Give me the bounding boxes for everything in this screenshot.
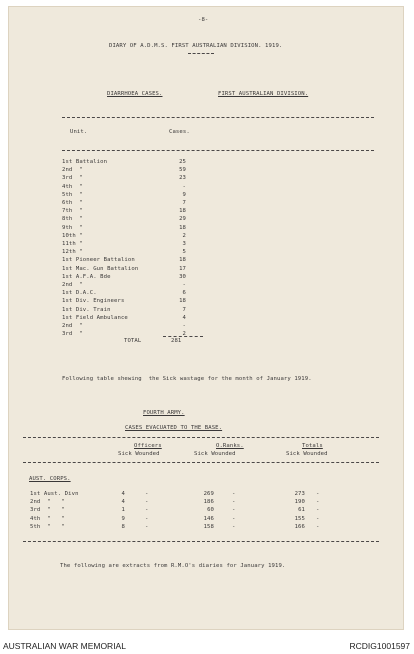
- officers-header: Officers: [134, 443, 162, 449]
- cases-count: 18: [179, 257, 186, 264]
- page-number: -8-: [198, 17, 209, 23]
- cases-count: 18: [179, 298, 186, 305]
- oranks-subheader: Sick Wounded: [194, 451, 236, 457]
- diary-title: DIARY OF A.D.M.S. FIRST AUSTRALIAN DIVISION. 1919.: [109, 43, 283, 49]
- oranks-sick: 158: [203, 523, 214, 530]
- header-bottom-rule: [62, 150, 374, 151]
- archive-label: AUSTRALIAN WAR MEMORIAL: [3, 641, 126, 651]
- unit-name: 2nd ": [62, 282, 83, 288]
- unit-name: 1st Div. Engineers: [62, 298, 125, 305]
- officers-wounded: -: [145, 523, 149, 530]
- totals-subheader: Sick Wounded: [286, 451, 328, 457]
- totals-header: Totals: [302, 443, 323, 449]
- cases-count: 5: [182, 249, 186, 256]
- officers-wounded: -: [145, 507, 149, 514]
- cases-count: 18: [179, 224, 186, 231]
- army-table-top-rule: [23, 437, 379, 438]
- totals-sick: 166: [294, 523, 305, 530]
- officers-sick: 8: [121, 523, 125, 530]
- cases-count: 25: [179, 159, 186, 165]
- cases-count: 2: [182, 232, 186, 239]
- oranks-sick: 146: [203, 515, 214, 522]
- cases-count: 4: [182, 314, 186, 321]
- unit-name: 3rd ": [62, 331, 83, 338]
- unit-name: 1st Field Ambulance: [62, 314, 128, 321]
- unit-name: 1st Mac. Gun Battalion: [62, 265, 139, 272]
- unit-name: 12th ": [62, 249, 83, 256]
- officers-wounded: -: [145, 499, 149, 506]
- unit-name: 9th ": [62, 224, 83, 231]
- division-name: 1st Aust. Divn: [30, 491, 79, 497]
- oranks-wounded: -: [232, 515, 236, 522]
- unit-name: 2nd ": [62, 167, 83, 174]
- cases-count: -: [182, 183, 186, 190]
- unit-name: 1st A.F.A. Bde: [62, 273, 111, 280]
- total-label: TOTAL: [124, 338, 142, 344]
- cases-count: 3: [182, 241, 186, 247]
- unit-name: 3rd ": [62, 175, 83, 182]
- officers-sick: 4: [121, 491, 125, 497]
- officers-wounded: -: [145, 515, 149, 522]
- unit-name: 1st Div. Train: [62, 306, 111, 313]
- totals-sick: 155: [294, 515, 305, 522]
- title-underline: [188, 53, 214, 54]
- extracts-text: The following are extracts from R.M.O's diaries for January 1919.: [60, 563, 286, 569]
- cases-count: 18: [179, 208, 186, 215]
- totals-sick: 61: [298, 507, 305, 514]
- unit-name: 5th ": [62, 191, 83, 198]
- cases-count: -: [182, 282, 186, 288]
- cases-count: 29: [179, 216, 186, 223]
- totals-wounded: -: [316, 507, 320, 514]
- unit-column-header: Unit.: [70, 129, 88, 135]
- cases-count: 30: [179, 273, 186, 280]
- oranks-wounded: -: [232, 507, 236, 514]
- officers-wounded: -: [145, 491, 149, 497]
- cases-count: -: [182, 323, 186, 329]
- diarrhoea-title: DIARRHOEA CASES.: [107, 91, 163, 97]
- aust-corps-label: AUST. CORPS.: [29, 476, 71, 482]
- cases-count: 23: [179, 175, 186, 182]
- table-top-rule: [62, 117, 374, 118]
- officers-sick: 1: [121, 507, 125, 514]
- oranks-sick: 186: [203, 499, 214, 506]
- totals-wounded: -: [316, 499, 320, 506]
- cases-count: 7: [182, 306, 186, 313]
- cases-count: 2: [182, 331, 186, 338]
- army-header-rule: [23, 462, 379, 463]
- unit-name: 10th ": [62, 232, 83, 239]
- cases-count: 59: [179, 167, 186, 174]
- cases-column-header: Cases.: [169, 129, 190, 135]
- cases-count: 7: [182, 200, 186, 206]
- total-rule: [163, 336, 203, 337]
- oranks-wounded: -: [232, 499, 236, 506]
- division-name: 3rd " ": [30, 507, 65, 514]
- cases-evacuated-title: CASES EVACUATED TO THE BASE.: [125, 425, 223, 431]
- fourth-army-title: FOURTH ARMY.: [143, 410, 185, 416]
- oranks-sick: 60: [207, 507, 214, 514]
- unit-name: 2nd ": [62, 323, 83, 329]
- oranks-header: O.Ranks.: [216, 443, 244, 449]
- sick-wastage-text: Following table shewing the Sick wastage for the month of January 1919.: [62, 376, 312, 382]
- totals-wounded: -: [316, 515, 320, 522]
- officers-sick: 4: [121, 499, 125, 506]
- record-id: RCDIG1001597: [349, 641, 410, 651]
- cases-count: 6: [182, 290, 186, 297]
- division-name: 2nd " ": [30, 499, 65, 506]
- unit-name: 7th ": [62, 208, 83, 215]
- unit-name: 8th ": [62, 216, 83, 223]
- totals-wounded: -: [316, 491, 320, 497]
- division-title: FIRST AUSTRALIAN DIVISION.: [218, 91, 309, 97]
- total-value: 281: [171, 338, 182, 344]
- totals-sick: 190: [294, 499, 305, 506]
- cases-count: 17: [179, 265, 186, 272]
- officers-subheader: Sick Wounded: [118, 451, 160, 457]
- unit-name: 11th ": [62, 241, 83, 247]
- unit-name: 4th ": [62, 183, 83, 190]
- oranks-wounded: -: [232, 491, 236, 497]
- division-name: 4th " ": [30, 515, 65, 522]
- oranks-sick: 269: [203, 491, 214, 497]
- totals-wounded: -: [316, 523, 320, 530]
- cases-count: 9: [182, 191, 186, 198]
- officers-sick: 9: [121, 515, 125, 522]
- unit-name: 1st Pioneer Battalion: [62, 257, 135, 264]
- totals-sick: 273: [294, 491, 305, 497]
- oranks-wounded: -: [232, 523, 236, 530]
- unit-name: 1st D.A.C.: [62, 290, 97, 297]
- unit-name: 1st Battalion: [62, 159, 108, 165]
- division-name: 5th " ": [30, 523, 65, 530]
- unit-name: 6th ": [62, 200, 83, 206]
- army-table-bottom-rule: [23, 541, 379, 542]
